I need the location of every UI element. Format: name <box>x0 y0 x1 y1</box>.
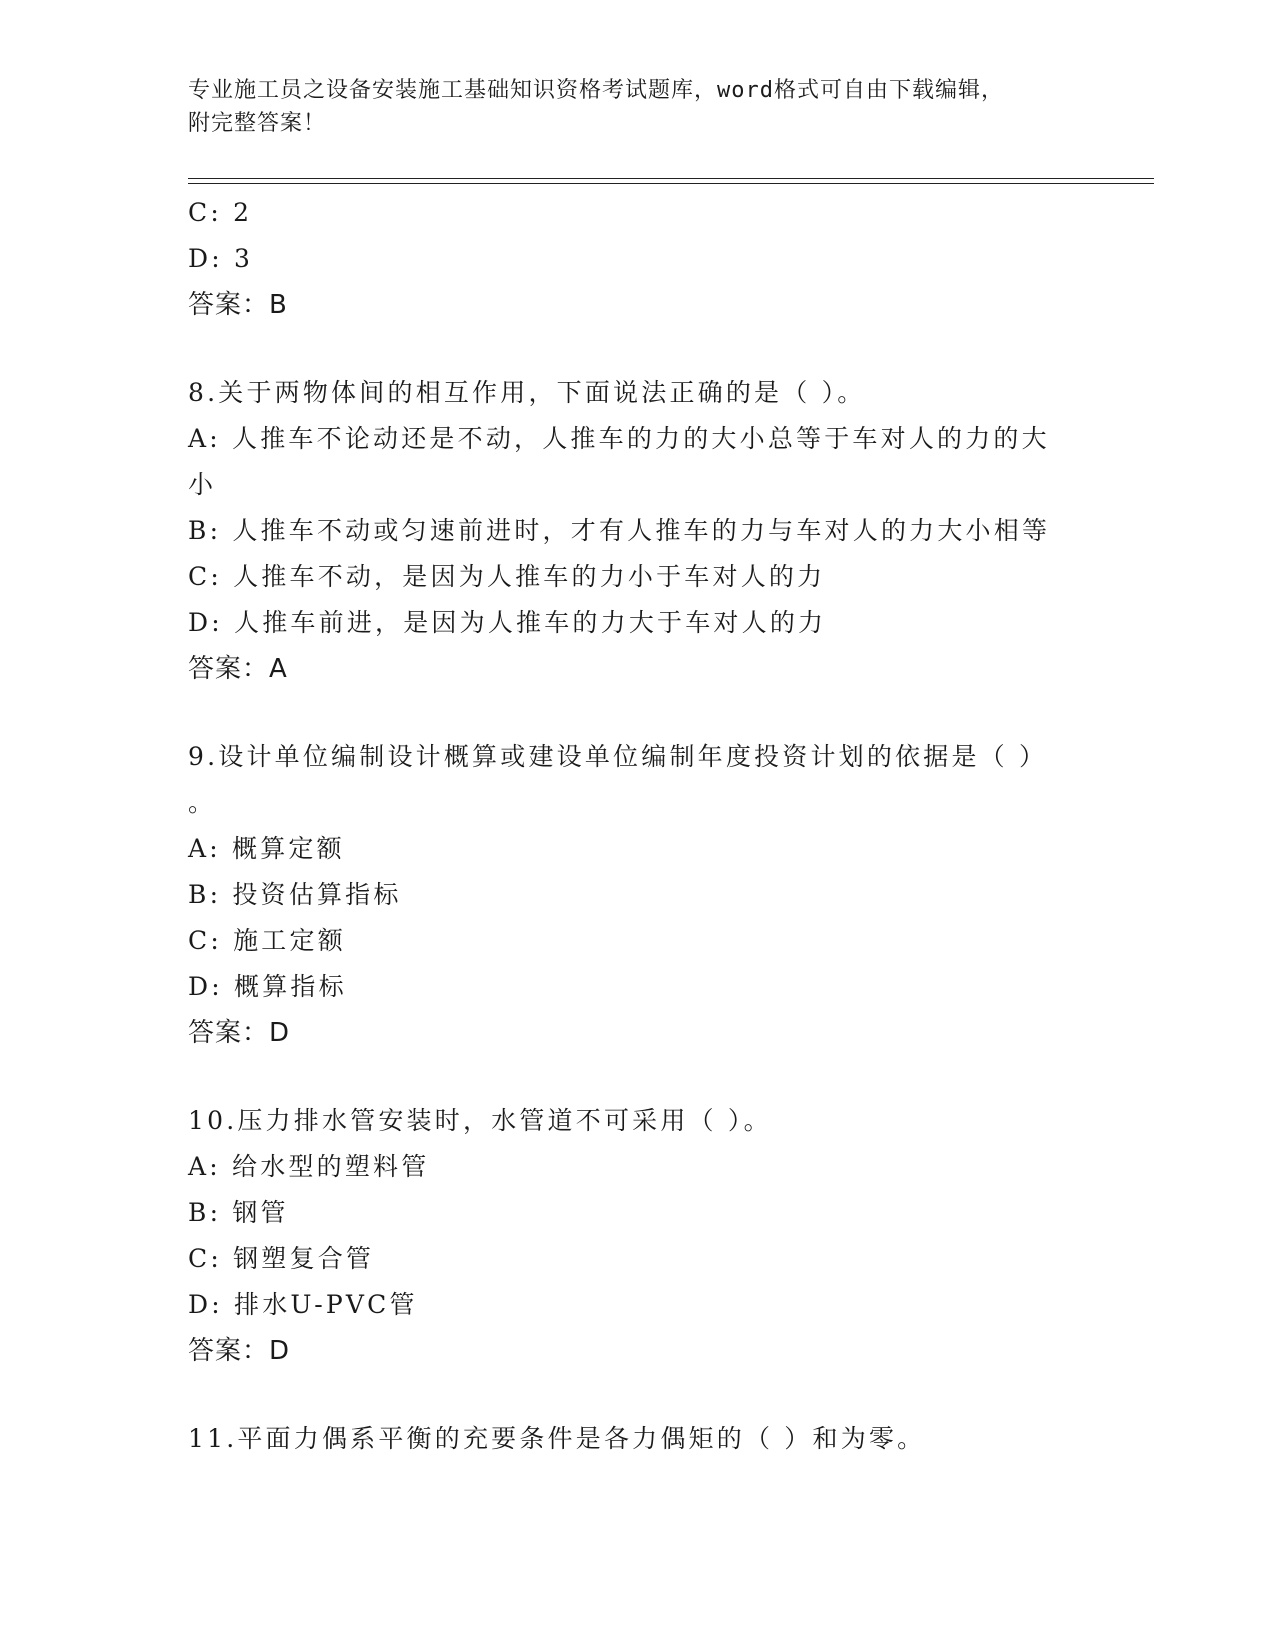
question-text-continued: 。 <box>188 788 217 817</box>
spacer <box>188 692 1088 734</box>
option-d: D: 概算指标 <box>188 972 347 1001</box>
option-c: C: 施工定额 <box>188 926 346 955</box>
question-list <box>188 190 1088 1462</box>
header-line-2: 附完整答案！ <box>188 111 327 136</box>
answer: 答案：D <box>188 1336 291 1366</box>
option-a-continued: 小 <box>188 470 217 499</box>
question-10 <box>188 1098 1088 1374</box>
option-c: C: 2 <box>188 198 253 227</box>
header-line-1: 专业施工员之设备安装施工基础知识资格考试题库，word格式可自由下载编辑， <box>188 78 1004 103</box>
question-text: 8.关于两物体间的相互作用，下面说法正确的是（ ）。 <box>188 378 866 407</box>
question-11 <box>188 1416 1088 1462</box>
answer: 答案：D <box>188 1018 291 1048</box>
spacer <box>188 1056 1088 1098</box>
question-8 <box>188 370 1088 692</box>
option-b: B: 人推车不动或匀速前进时，才有人推车的力与车对人的力大小相等 <box>188 516 1051 545</box>
option-d: D: 人推车前进，是因为人推车的力大于车对人的力 <box>188 608 827 637</box>
option-b: B: 投资估算指标 <box>188 880 402 909</box>
option-b: B: 钢管 <box>188 1198 289 1227</box>
option-a: A: 人推车不论动还是不动，人推车的力的大小总等于车对人的力的大 <box>188 424 1050 453</box>
option-c: C: 钢塑复合管 <box>188 1244 375 1273</box>
option-a: A: 给水型的塑料管 <box>188 1152 430 1181</box>
spacer <box>188 328 1088 370</box>
option-a: A: 概算定额 <box>188 834 345 863</box>
spacer <box>188 1374 1088 1416</box>
document-header <box>188 74 1068 140</box>
question-text: 9.设计单位编制设计概算或建设单位编制年度投资计划的依据是（ ） <box>188 742 1048 771</box>
question-text: 10.压力排水管安装时，水管道不可采用（ ）。 <box>188 1106 772 1135</box>
option-c: C: 人推车不动，是因为人推车的力小于车对人的力 <box>188 562 826 591</box>
question-7-tail <box>188 190 1088 328</box>
answer: 答案：A <box>188 654 288 684</box>
header-divider <box>188 178 1154 184</box>
question-9 <box>188 734 1088 1056</box>
option-d: D: 3 <box>188 244 254 273</box>
question-text: 11.平面力偶系平衡的充要条件是各力偶矩的（ ）和为零。 <box>188 1424 926 1453</box>
answer: 答案：B <box>188 290 288 320</box>
option-d: D: 排水U-PVC管 <box>188 1290 418 1319</box>
